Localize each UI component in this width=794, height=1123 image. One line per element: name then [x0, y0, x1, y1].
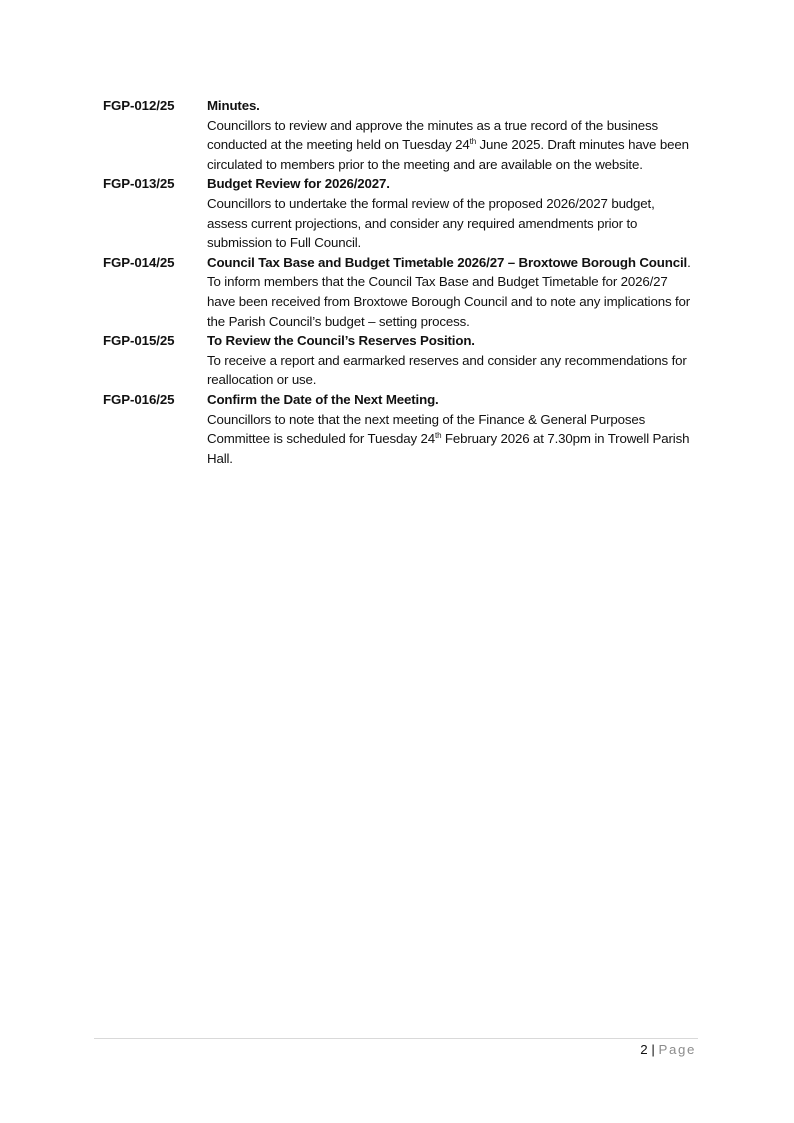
agenda-item-content: [207, 253, 695, 331]
page-number: 2: [640, 1042, 648, 1057]
agenda-item-body: To receive a report and earmarked reserves and consider any recommendations for reallocation or use.: [207, 352, 687, 388]
agenda-item-title: Minutes.: [207, 98, 260, 113]
agenda-item-content: [207, 174, 695, 252]
ordinal-suffix: th: [469, 137, 477, 147]
agenda-item-content: [207, 331, 695, 390]
agenda-item-ref: FGP-013/25: [103, 176, 175, 192]
agenda-item-body: [207, 410, 695, 469]
agenda-list: [103, 96, 695, 468]
body-text-part: Councillors to review and approve the minutes as a true record of the business conducted at the meeting held on Tuesday 24: [207, 117, 658, 153]
agenda-item-title-line: [207, 253, 695, 273]
agenda-item-fgp-016: [103, 390, 695, 468]
agenda-item-fgp-015: [103, 331, 695, 390]
agenda-item-fgp-012: [103, 96, 695, 174]
footer-divider: [94, 1038, 698, 1039]
agenda-item-content: [207, 390, 695, 468]
agenda-item-title-suffix: .: [687, 254, 691, 270]
page-footer: [640, 1041, 696, 1059]
agenda-item-content: [207, 96, 695, 174]
page-word: Page: [658, 1042, 696, 1057]
agenda-item-title: Budget Review for 2026/2027.: [207, 176, 390, 192]
agenda-item-fgp-014: [103, 253, 695, 331]
agenda-item-title: Confirm the Date of the Next Meeting.: [207, 391, 439, 407]
agenda-item-body: Councillors to undertake the formal review of the proposed 2026/2027 budget, assess current projections, and consider any required amendments prior to submission to Full Council.: [207, 195, 655, 251]
body-text-part: Councillors to note that the next meeting of the Finance & General Purposes Committee is scheduled for Tuesday 24: [207, 411, 646, 447]
agenda-item-ref: FGP-015/25: [103, 333, 175, 349]
agenda-item-body: To inform members that the Council Tax Base and Budget Timetable for 2026/27 have been received from Broxtowe Borough Council and to note any implications for the Parish Council’s budget – setting process.: [207, 274, 691, 329]
agenda-item-title: To Review the Council’s Reserves Position.: [207, 333, 475, 349]
footer-separator: |: [651, 1042, 655, 1057]
ordinal-suffix: th: [435, 431, 442, 441]
agenda-item-title: Council Tax Base and Budget Timetable 2026/27 – Broxtowe Borough Council: [207, 254, 688, 270]
agenda-item-ref: FGP-016/25: [103, 391, 175, 407]
body-text-part: June 2025. Draft minutes have been circulated to members prior to the meeting and are available on the website.: [207, 137, 689, 172]
body-text-part: February 2026 at 7.30pm in Trowell Parish Hall.: [207, 431, 690, 466]
agenda-item-ref: FGP-012/25: [103, 98, 175, 113]
agenda-item-fgp-013: [103, 174, 695, 252]
agenda-item-ref: FGP-014/25: [103, 254, 175, 270]
agenda-item-body: [207, 116, 695, 175]
